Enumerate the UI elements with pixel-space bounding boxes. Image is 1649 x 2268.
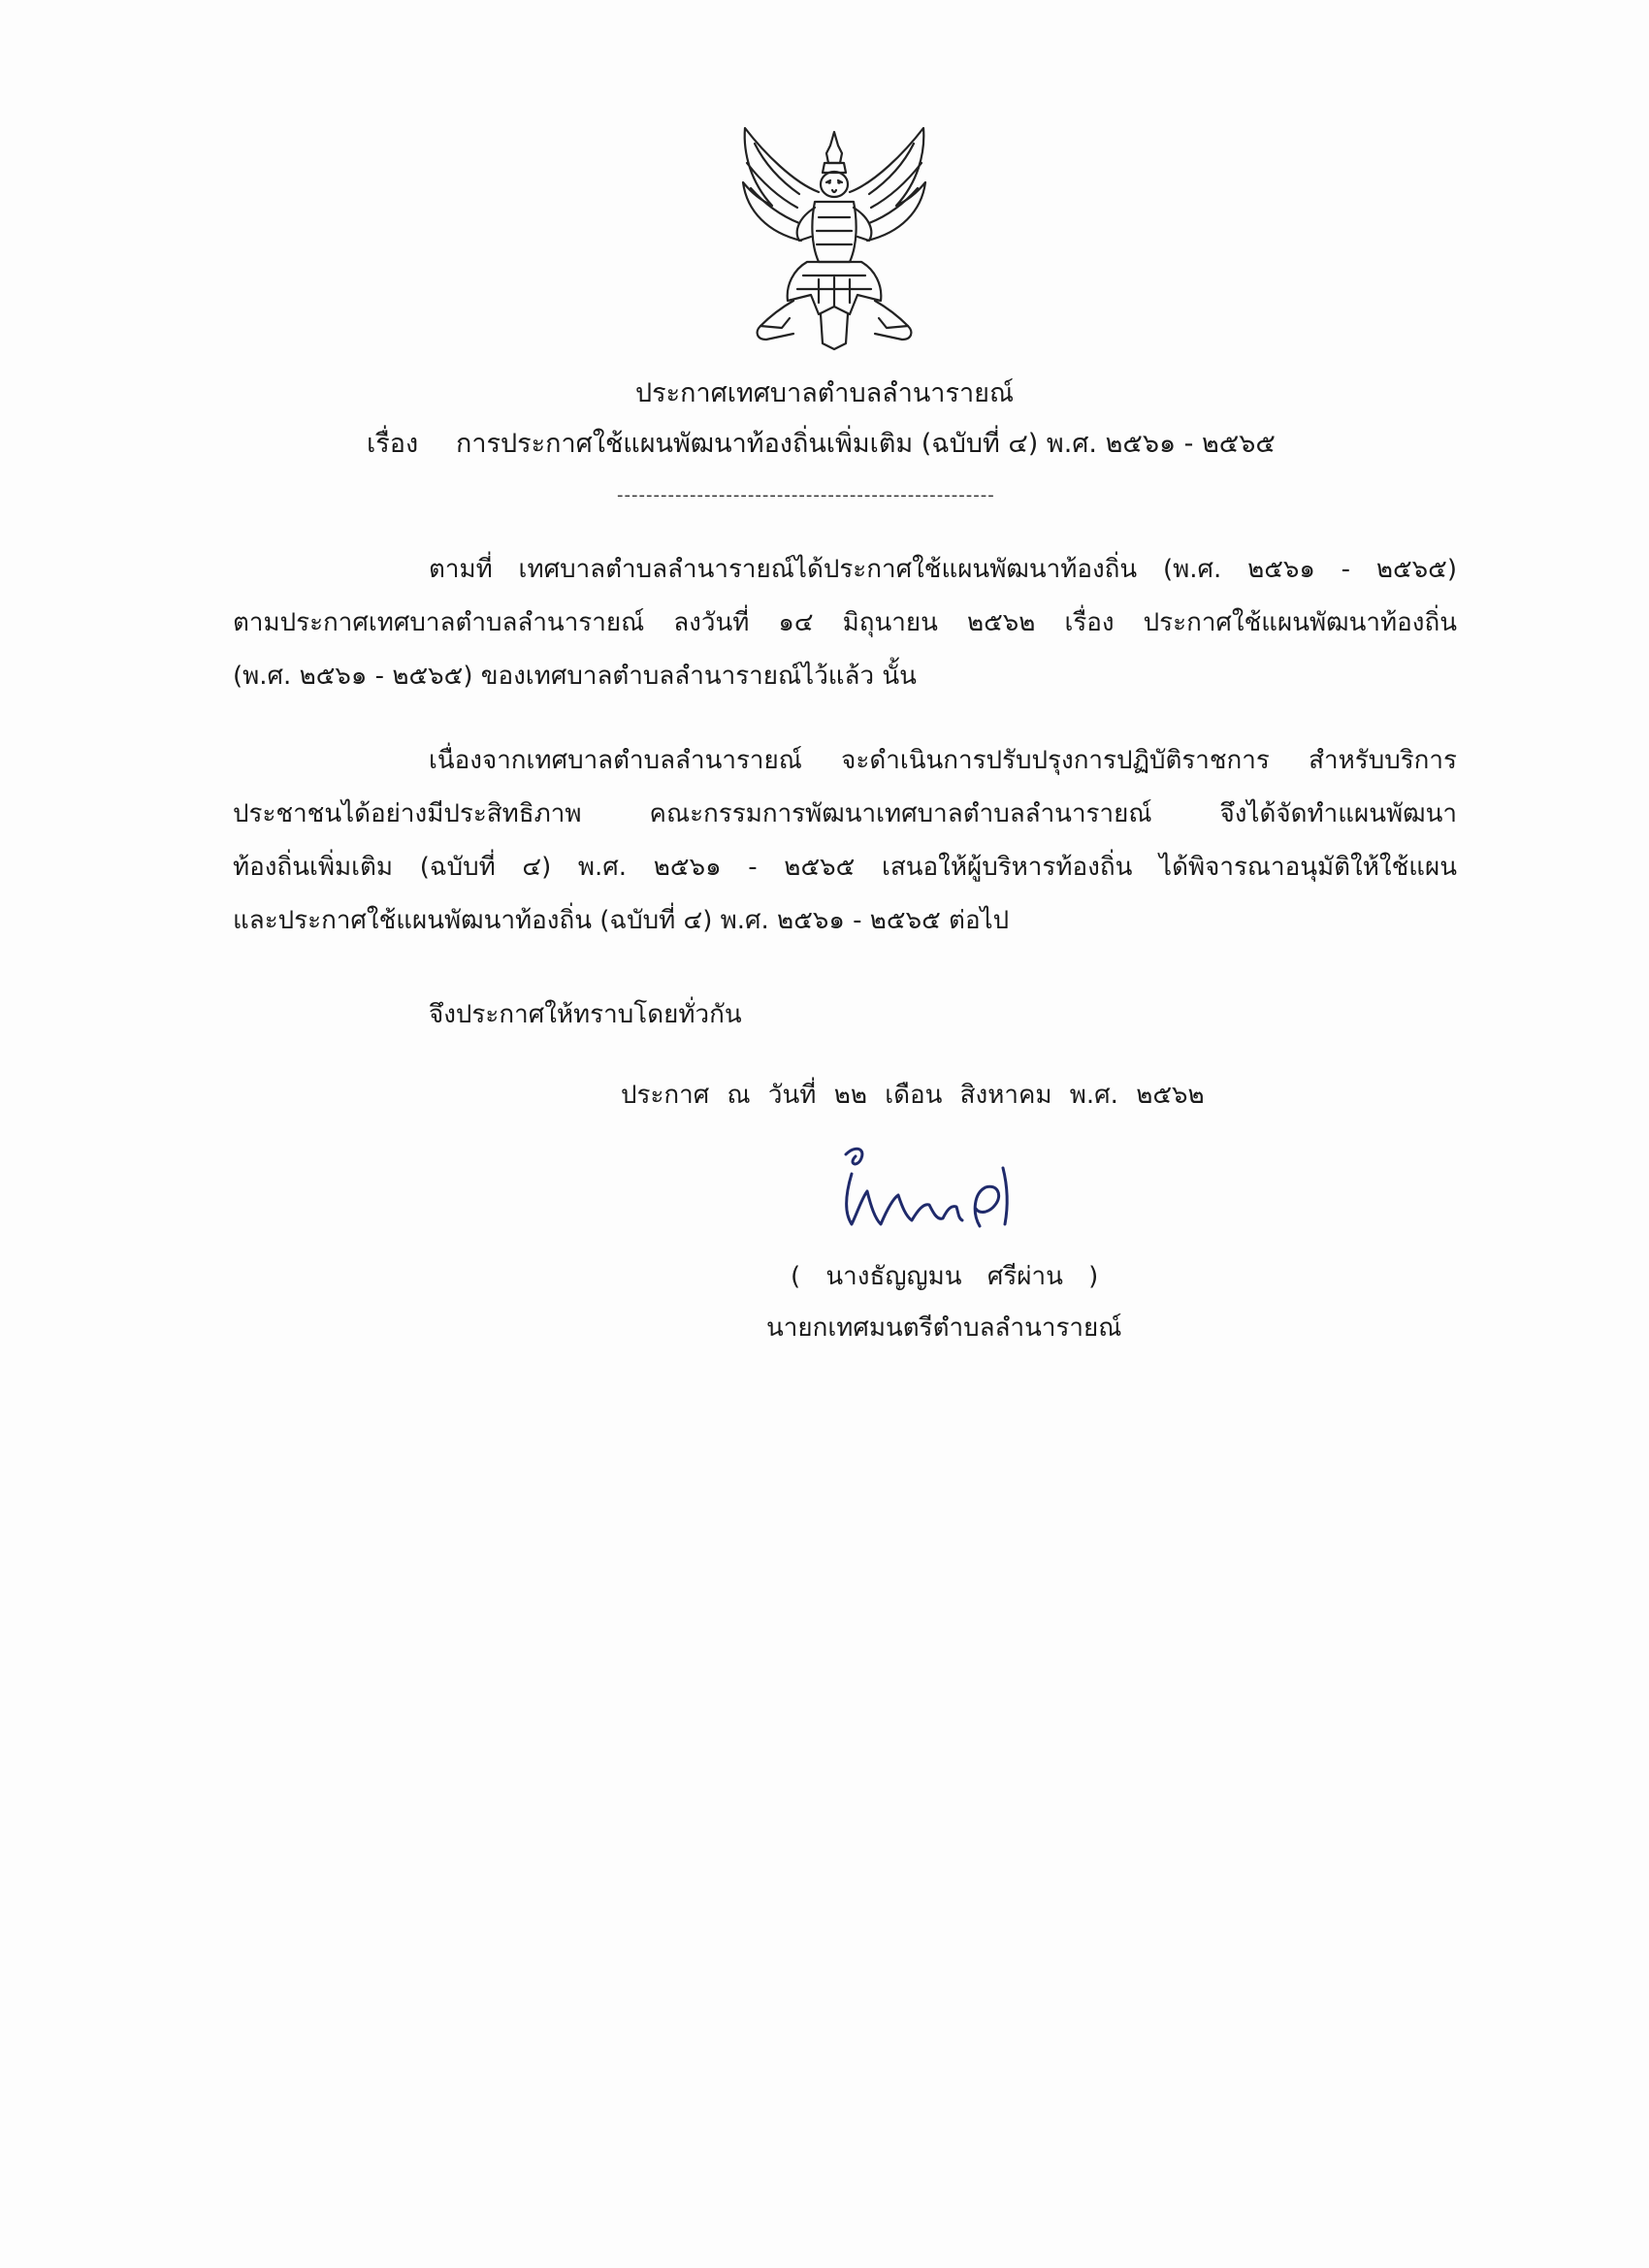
closing-statement: จึงประกาศให้ทราบโดยทั่วกัน xyxy=(429,1000,742,1029)
subject-line xyxy=(367,422,1276,464)
announcement-title: ประกาศเทศบาลตำบลลำนารายณ์ xyxy=(634,378,1015,408)
signer-name: ( นางธัญญมน ศรีผ่าน ) xyxy=(791,1262,1099,1291)
paragraph-2 xyxy=(233,734,1457,948)
announcement-date: ประกาศ ณ วันที่ ๒๒ เดือน สิงหาคม พ.ศ. ๒๕๖๒ xyxy=(621,1081,1205,1110)
paragraph-2-line: ประชาชนได้อย่างมีประสิทธิภาพ คณะกรรมการพัฒนาเทศบาลตำบลลำนารายณ์ จึงได้จัดทำแผนพัฒนา xyxy=(233,799,1457,828)
subject-text: การประกาศใช้แผนพัฒนาท้องถิ่นเพิ่มเติม (ฉบับที่ ๔) พ.ศ. ๒๕๖๑ - ๒๕๖๕ xyxy=(456,429,1276,459)
paragraph-1-line: ตามประกาศเทศบาลตำบลลำนารายณ์ ลงวันที่ ๑๔ มิถุนายน ๒๕๖๒ เรื่อง ประกาศใช้แผนพัฒนาท้องถิ่น xyxy=(233,608,1457,637)
divider: ---------------------------------------------------- xyxy=(617,485,995,505)
garuda-emblem-icon xyxy=(726,124,943,353)
handwritten-signature xyxy=(813,1135,1046,1242)
paragraph-2-line: และประกาศใช้แผนพัฒนาท้องถิ่น (ฉบับที่ ๔) พ.ศ. ๒๕๖๑ - ๒๕๖๕ ต่อไป xyxy=(233,906,1010,935)
paragraph-1 xyxy=(233,543,1457,703)
paragraph-2-line: เนื่องจากเทศบาลตำบลลำนารายณ์ จะดำเนินการปรับปรุงการปฏิบัติราชการ สำหรับบริการ xyxy=(429,746,1457,775)
subject-label: เรื่อง xyxy=(367,429,419,459)
paragraph-1-line: (พ.ศ. ๒๕๖๑ - ๒๕๖๕) ของเทศบาลตำบลลำนารายณ์ไว้แล้ว นั้น xyxy=(233,662,917,691)
signer-position: นายกเทศมนตรีตำบลลำนารายณ์ xyxy=(766,1313,1122,1343)
paragraph-2-line: ท้องถิ่นเพิ่มเติม (ฉบับที่ ๔) พ.ศ. ๒๕๖๑ - ๒๕๖๕ เสนอให้ผู้บริหารท้องถิ่น ได้พิจารณาอนุมัติให้ใช้แผน xyxy=(233,853,1457,882)
paragraph-1-line: ตามที่ เทศบาลตำบลลำนารายณ์ได้ประกาศใช้แผนพัฒนาท้องถิ่น (พ.ศ. ๒๕๖๑ - ๒๕๖๕) xyxy=(429,555,1457,584)
